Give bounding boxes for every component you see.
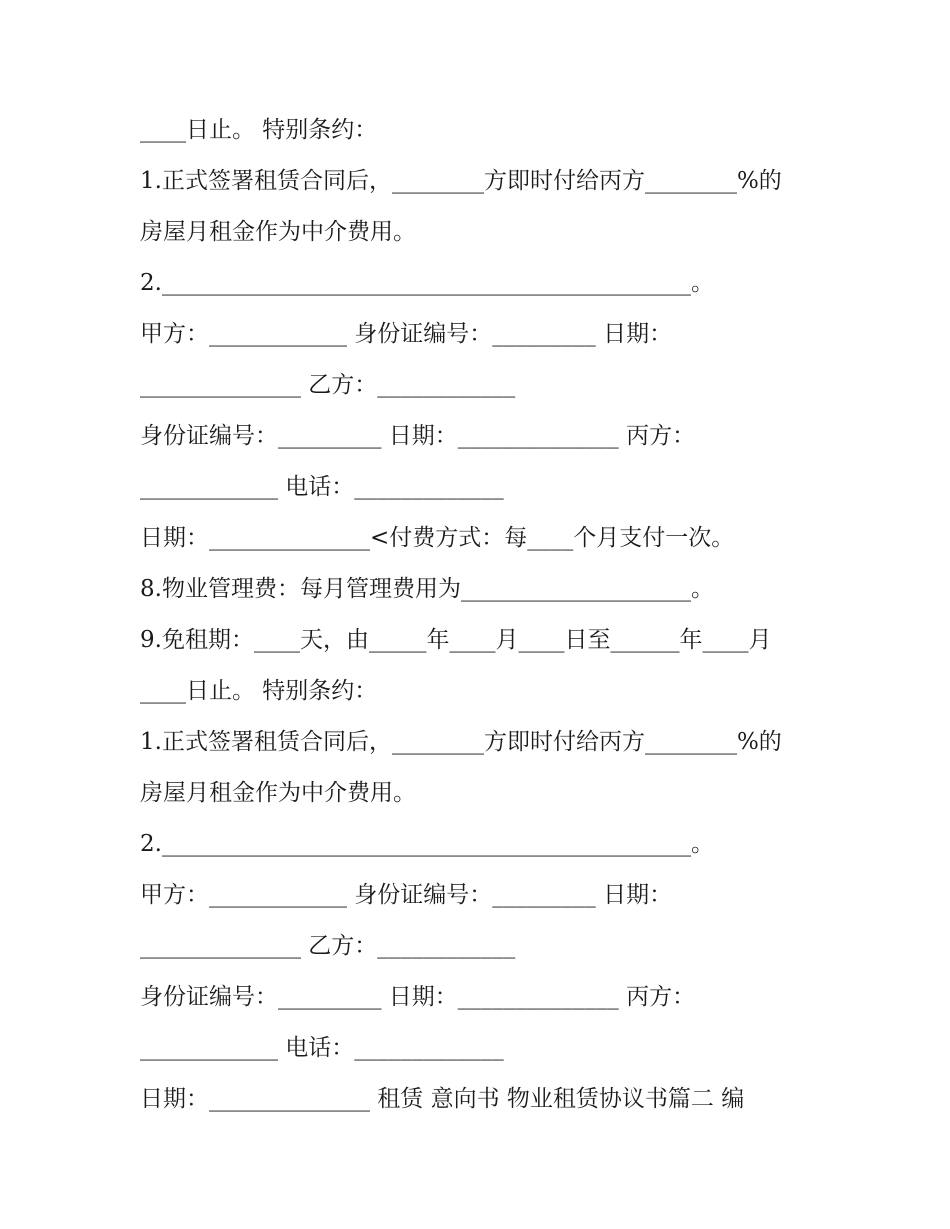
text-line: 身份证编号：_________ 日期：______________ 丙方： [140, 423, 696, 449]
text-line: 日期：______________<付费方式：每____个月支付一次。 [140, 525, 735, 551]
text-line: 1.正式签署租赁合同后，________方即时付给丙方________%的 [140, 729, 782, 755]
text-line: 房屋月租金作为中介费用。 [140, 780, 416, 806]
text-line: 身份证编号：_________ 日期：______________ 丙方： [140, 984, 696, 1010]
text-line: ____________ 电话：_____________ [140, 1035, 504, 1061]
text-line: ____日止。 特别条约： [140, 678, 378, 704]
text-line: 2.______________________________________________。 [140, 270, 714, 296]
text-line: ______________ 乙方：____________ [140, 933, 516, 959]
text-line: 日期：______________ 租赁 意向书 物业租赁协议书篇二 编 [140, 1086, 745, 1112]
text-line: 房屋月租金作为中介费用。 [140, 219, 416, 245]
text-line: ____日止。 特别条约： [140, 117, 378, 143]
text-line: ____________ 电话：_____________ [140, 474, 504, 500]
text-line: ______________ 乙方：____________ [140, 372, 516, 398]
text-line: 2.______________________________________________。 [140, 831, 714, 857]
text-line: 1.正式签署租赁合同后，________方即时付给丙方________%的 [140, 168, 782, 194]
text-line: 8.物业管理费：每月管理费用为____________________。 [140, 576, 714, 602]
text-line: 甲方：____________ 身份证编号：_________ 日期： [140, 882, 673, 908]
text-line: 9.免租期：____天，由_____年____月____日至______年____月 [140, 627, 772, 653]
text-line: 甲方：____________ 身份证编号：_________ 日期： [140, 321, 673, 347]
